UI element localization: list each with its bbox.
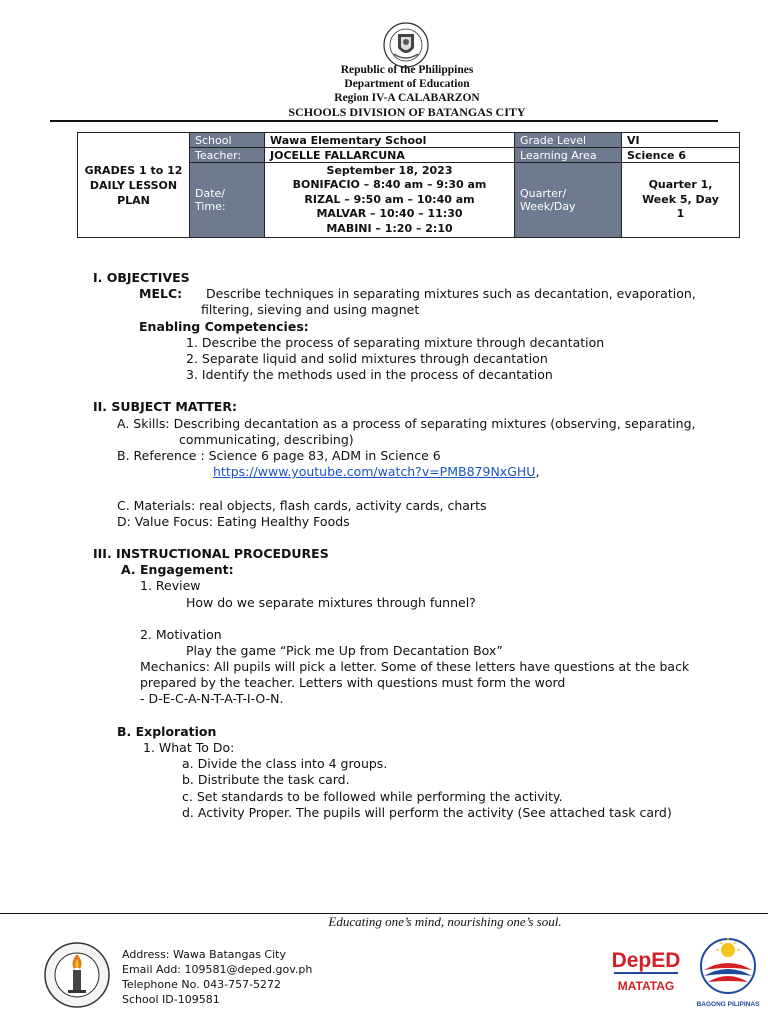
grades-label: GRADES 1 to 12 DAILY LESSON PLAN [78, 133, 190, 238]
schedule-line: BONIFACIO – 8:40 am – 9:30 am [292, 178, 487, 192]
footer-school-id: School ID-109581 [122, 993, 220, 1006]
wawa-school-seal-icon [44, 942, 110, 1008]
exploration-step: c. Set standards to be followed while performing the activity. [182, 789, 563, 804]
learning-area-label: Learning Area [515, 148, 622, 163]
header-republic: Republic of the Philippines [340, 64, 474, 76]
school-motto: Educating one’s mind, nourishing one’s soul. [328, 914, 562, 929]
competency-item: 1. Describe the process of separating mixture through decantation [186, 335, 605, 350]
school-value: Wawa Elementary School [265, 133, 515, 148]
exploration-step: a. Divide the class into 4 groups. [182, 756, 388, 771]
reference-text: B. Reference : Science 6 page 83, ADM in Science 6 [117, 448, 441, 463]
footer-telephone: Telephone No. 043-757-5272 [122, 978, 282, 991]
procedures-heading: III. INSTRUCTIONAL PROCEDURES [93, 546, 329, 561]
engagement-heading: A. Engagement: [121, 562, 234, 577]
motivation-label: 2. Motivation [140, 627, 222, 642]
youtube-reference-link[interactable]: https://www.youtube.com/watch?v=PMB879NxGHU [213, 464, 536, 479]
link-suffix: , [535, 464, 540, 479]
mechanics-line3: - D-E-C-A-N-T-A-T-I-O-N. [140, 691, 284, 706]
exploration-heading: B. Exploration [117, 724, 217, 739]
value-focus-text: D: Value Focus: Eating Healthy Foods [117, 514, 350, 529]
mechanics-line2: prepared by the teacher. Letters with questions must form the word [140, 675, 566, 690]
bagong-pilipinas-logo [694, 936, 762, 1012]
grade-level-label: Grade Level [515, 133, 622, 148]
quarter-value: Quarter 1, Week 5, Day 1 [622, 163, 740, 238]
what-to-do-label: 1. What To Do: [143, 740, 235, 755]
matatag-text: MATATAG [617, 979, 675, 993]
date-time-label: Date/ Time: [190, 163, 265, 238]
date-time-value [265, 163, 515, 238]
schedule-line: MALVAR – 10:40 – 11:30 [316, 207, 463, 221]
skills-line1: A. Skills: Describing decantation as a process of separating mixtures (observing, separating, [117, 416, 696, 431]
grade-level-value: VI [622, 133, 740, 148]
school-label: School [190, 133, 265, 148]
melc-label: MELC: [139, 286, 183, 301]
header-division: SCHOOLS DIVISION OF BATANGAS CITY [288, 105, 526, 119]
header-divider [50, 120, 718, 122]
melc-text-line1: Describe techniques in separating mixtures such as decantation, evaporation, [206, 286, 696, 301]
competency-item: 3. Identify the methods used in the process of decantation [186, 367, 553, 382]
subject-matter-heading: II. SUBJECT MATTER: [93, 399, 237, 414]
lesson-plan-info-table [77, 132, 740, 238]
header-department: Department of Education [344, 78, 470, 90]
schedule-line: MABINI – 1:20 – 2:10 [326, 221, 453, 235]
teacher-label: Teacher: [190, 148, 265, 163]
bagong-pilipinas-text: BAGONG PILIPINAS [696, 1001, 760, 1008]
date-line: September 18, 2023 [326, 163, 453, 177]
reference-link-line [213, 464, 539, 480]
exploration-step: d. Activity Proper. The pupils will perform the activity (See attached task card) [182, 805, 672, 820]
review-label: 1. Review [140, 578, 201, 593]
footer-address: Address: Wawa Batangas City [122, 948, 286, 961]
quarter-label: Quarter/ Week/Day [515, 163, 622, 238]
motivation-text: Play the game “Pick me Up from Decantation Box” [186, 643, 503, 658]
learning-area-value: Science 6 [622, 148, 740, 163]
skills-line2: communicating, describing) [179, 432, 354, 447]
materials-text: C. Materials: real objects, flash cards, activity cards, charts [117, 498, 487, 513]
deped-seal-icon [379, 22, 433, 68]
mechanics-line1: Mechanics: All pupils will pick a letter. Some of these letters have questions at the back [140, 659, 690, 674]
melc-text-line2: filtering, sieving and using magnet [201, 302, 420, 317]
teacher-value: JOCELLE FALLARCUNA [265, 148, 515, 163]
enabling-competencies-heading: Enabling Competencies: [139, 319, 309, 334]
exploration-step: b. Distribute the task card. [182, 772, 350, 787]
review-text: How do we separate mixtures through funnel? [186, 595, 476, 610]
deped-logo-text: DepED [611, 949, 681, 972]
deped-matatag-logo [610, 940, 682, 998]
schedule-line: RIZAL – 9:50 am – 10:40 am [304, 192, 475, 206]
header-region: Region IV-A CALABARZON [334, 92, 480, 104]
competency-item: 2. Separate liquid and solid mixtures through decantation [186, 351, 548, 366]
objectives-heading: I. OBJECTIVES [93, 270, 190, 285]
footer-email: Email Add: 109581@deped.gov.ph [122, 963, 313, 976]
